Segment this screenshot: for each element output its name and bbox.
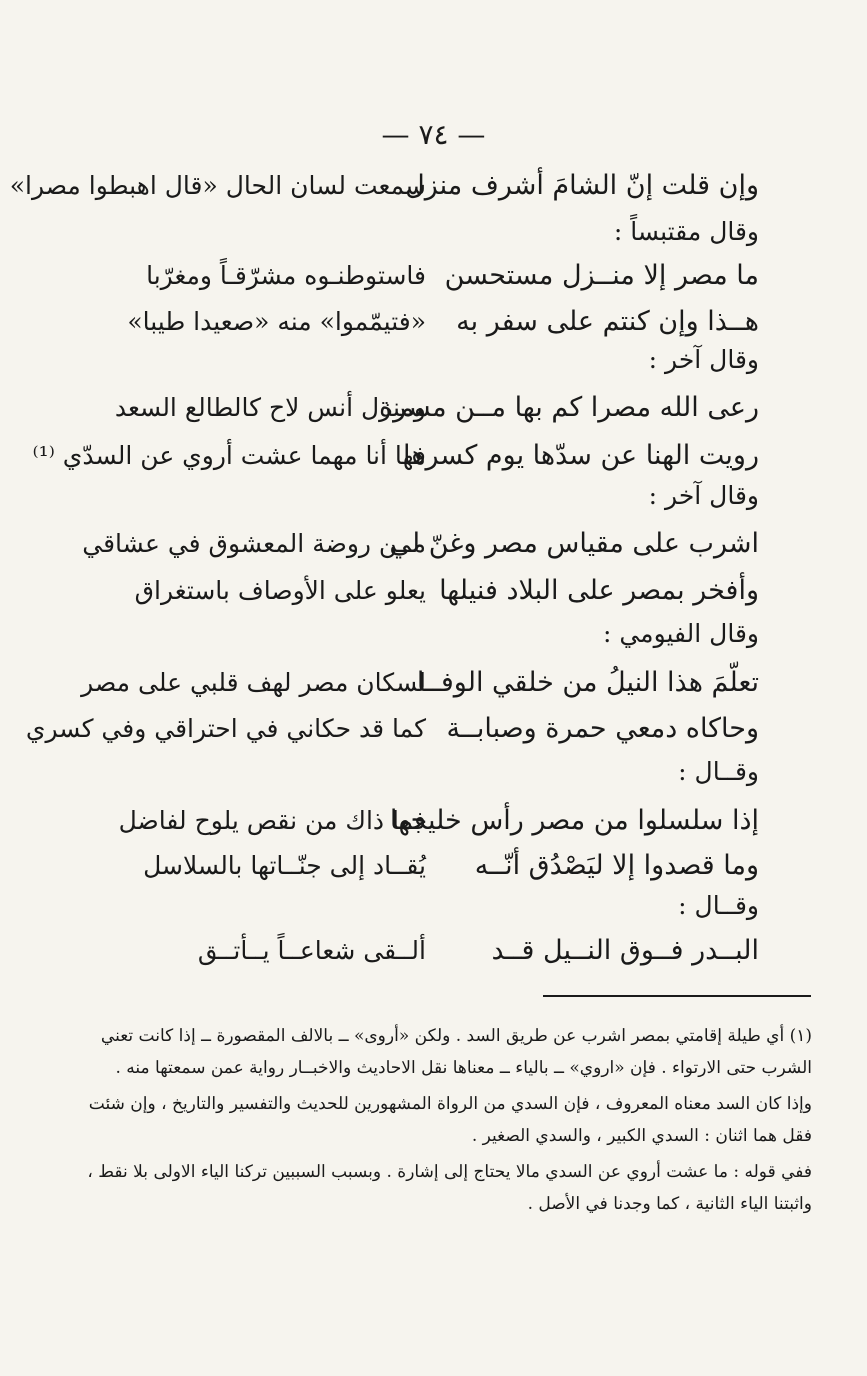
verse-line: [0, 925, 867, 977]
second-hemistich: فها أنا مهما عشت أروي عن السدّي ⁽¹⁾: [32, 441, 426, 470]
first-hemistich: إذا سلسلوا من مصر رأس خليجها: [389, 805, 759, 836]
second-hemistich: يعلو على الأوصاف باستغراق: [134, 576, 426, 605]
first-hemistich: وإن قلت إنّ الشامَ أشرف منزل: [405, 170, 759, 201]
heading-text: وقال آخر :: [648, 481, 759, 510]
second-hemistich: يُقــاد إلى جنّــاتها بالسلاسل: [143, 851, 426, 880]
first-hemistich: تعلّمَ هذا النيلُ من خلقي الوفــا: [416, 667, 759, 698]
verse-line: [0, 250, 867, 302]
footnote-separator: [543, 995, 811, 997]
verse-heading: [0, 470, 867, 522]
heading-text: وقال الفيومي :: [602, 619, 759, 648]
second-hemistich: «فتيمّموا» منه «صعيدا طيبا»: [127, 307, 426, 336]
page-number: — ٧٤ —: [381, 118, 486, 151]
first-hemistich: وما قصدوا إلا ليَصْدُق أنّــه: [474, 850, 759, 881]
second-hemistich: سمعت لسان الحال «قال اهبطوا مصرا»: [9, 171, 426, 200]
footnote-2: وإذا كان السد معناه المعروف ، فإن السدي من الرواة المشهورين للحديث والتفسير والتاريخ ، وإن شئت فقل هما اثنان : السدي الكبير ، والسدي الصغير .: [88, 1094, 812, 1146]
first-hemistich: وحاكاه دمعي حمرة وصبابــة: [446, 713, 759, 744]
first-hemistich: هــذا وإن كنتم على سفر به: [456, 306, 759, 337]
footnote-3: ففي قوله : ما عشت أروي عن السدي مالا يحتاج إلى إشارة . وبسبب السببين تركنا الياء الاولى بلا نقط ، واثبتنا الياء الثانية ، كما وجدنا في الأصل .: [87, 1162, 812, 1214]
footnote-1: (١) أي طيلة إقامتي بمصر اشرب عن طريق السد . ولكن «أروى» ــ بالالف المقصورة ــ إذا كانت تعني الشرب حتى الارتواء . فإن «اروي» ــ بالياء ــ معناها نقل الاحاديث والاخبــار رواية عمن سمعتها منه .: [100, 1026, 812, 1078]
verse-line: [0, 160, 867, 212]
heading-text: وقــال :: [678, 891, 759, 920]
second-hemistich: لسكان مصر لهف قلبي على مصر: [81, 668, 426, 697]
verse-line: [0, 657, 867, 709]
verse-heading: [0, 608, 867, 660]
second-hemistich: كما قد حكاني في احتراقي وفي كسري: [25, 714, 426, 743]
second-hemistich: فما ذاك من نقص يلوح لفاضل: [118, 806, 426, 835]
verse-heading: [0, 334, 867, 386]
first-hemistich: رعى الله مصرا كم بها مــن مسرة: [378, 392, 759, 423]
second-hemistich: ألــقى شعاعــاً يــأتــق: [197, 936, 426, 965]
first-hemistich: اشرب على مقياس مصر وغنّ لي: [389, 528, 759, 559]
verse-line: [0, 382, 867, 434]
first-hemistich: وأفخر بمصر على البلاد فنيلها: [439, 575, 759, 606]
first-hemistich: ما مصر إلا منــزل مستحسن: [444, 260, 759, 291]
first-hemistich: البــدر فــوق النــيل قــد: [491, 935, 759, 966]
heading-text: وقــال :: [678, 757, 759, 786]
first-hemistich: رويت الهنا عن سدّها يوم كسرها: [403, 440, 759, 471]
second-hemistich: ومنزل أنس لاح كالطالع السعد: [114, 393, 426, 422]
heading-text: وقال مقتبساً :: [613, 217, 759, 246]
footnotes: [78, 1020, 812, 1220]
second-hemistich: فاستوطنـوه مشرّقـاً ومغرّبا: [146, 261, 426, 290]
heading-text: وقال آخر :: [648, 345, 759, 374]
verse-line: [0, 518, 867, 570]
second-hemistich: مــن روضة المعشوق في عشاقي: [82, 529, 426, 558]
verse-heading: [0, 746, 867, 798]
